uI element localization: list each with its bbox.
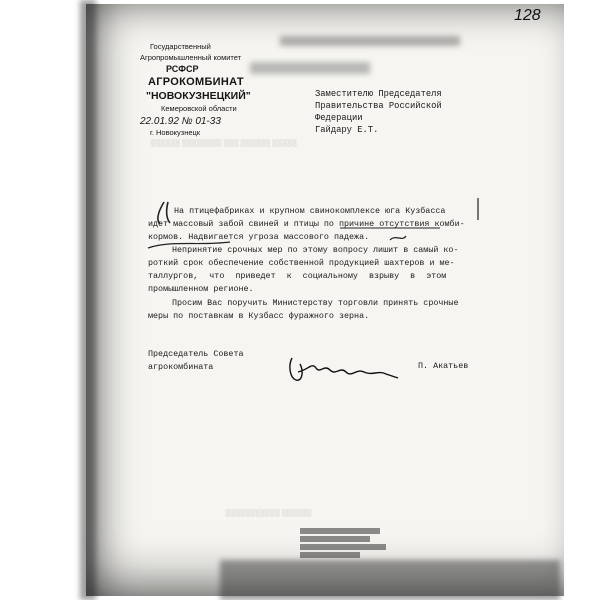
header-line-2: Агропромышленный комитет <box>140 53 242 62</box>
scan-shadow-left <box>80 0 96 600</box>
body-p1-line-3: кормов. Надвигается угроза массового падежа. <box>148 232 370 242</box>
header-line-6: Кемеровской области <box>161 104 237 113</box>
header-line-5: "НОВОКУЗНЕЦКИЙ" <box>146 90 251 102</box>
signature-title-line-1: Председатель Совета <box>148 349 244 359</box>
body-p2-line-4: промышленном регионе. <box>148 284 254 294</box>
body-p2-line-3: таллургов, что приведет к социальному взрыву в этом <box>148 271 447 281</box>
header-line-3: РСФСР <box>166 64 199 74</box>
faint-bleedthrough-text: ░░░░░░ ░░░░░░░░ ░░░ ░░░░░░ ░░░░░ <box>150 140 297 147</box>
handwritten-markup <box>140 190 500 260</box>
addressee-line-4: Гайдару Е.Т. <box>315 125 379 135</box>
scan-shadow-bottom <box>220 560 560 600</box>
body-p1-line-1: На птицефабриках и крупном свинокомплексе юга Кузбасса <box>174 206 446 216</box>
addressee-line-3: Федерации <box>315 113 363 123</box>
header-city: г. Новокузнецк <box>150 128 201 137</box>
body-p2-line-1: Непринятие срочных мер по этому вопросу лишит в самый ко- <box>172 245 459 255</box>
signature-title-line-2: агрокомбината <box>148 362 214 372</box>
body-p3-line-1: Просим Вас поручить Министерству торговли принять срочные <box>172 298 459 308</box>
body-p3-line-2: меры по поставкам в Кузбасс фуражного зерна. <box>148 311 370 321</box>
addressee-line-1: Заместителю Председателя <box>315 89 442 99</box>
handwritten-signature <box>286 352 406 386</box>
signature-name: П. Акатьев <box>418 361 469 371</box>
addressee-line-2: Правительства Российской <box>315 101 442 111</box>
header-line-1: Государственный <box>150 42 211 51</box>
scan-shadow-top <box>280 36 460 46</box>
scan-shadow-header <box>250 62 370 74</box>
faint-footer-text: ░░░░░░░░░░░ ░░░░░░ <box>225 510 312 517</box>
header-line-4: АГРОКОМБИНАТ <box>148 76 244 88</box>
body-p1-line-2: идет массовый забой свиней и птицы по причине отсутствия комби- <box>148 219 465 229</box>
registration-stamp <box>300 526 390 586</box>
header-date-number: 22.01.92 № 01-33 <box>140 116 221 127</box>
page-number: 128 <box>514 7 541 24</box>
body-p2-line-2: роткий срок обеспечение собственной продукцией шахтеров и ме- <box>148 258 455 268</box>
